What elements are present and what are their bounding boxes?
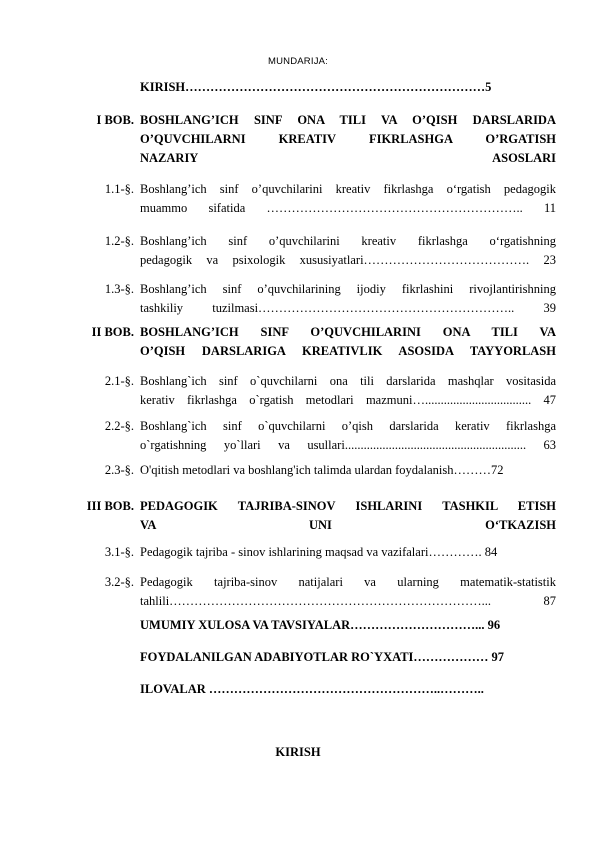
- section-title: [140, 461, 556, 480]
- section-number: 1.1-§.: [104, 182, 134, 196]
- section-number: 1.3-§.: [104, 282, 134, 296]
- chapter-number: III BOB.: [86, 499, 134, 513]
- section-number: 3.1-§.: [104, 545, 134, 559]
- section-title-line: Boshlang’ich sinf o’quvchilarini kreativ fikrlashga o‘rgatish pedagogik: [140, 182, 556, 196]
- toc-references-text: FOYDALANILGAN ADABIYOTLAR RO`YXATI……………… 97: [140, 650, 505, 664]
- section-title-line: Boshlang`ich sinf o`quvchilarni o’qish darslarida kerativ fikrlashga: [140, 419, 556, 433]
- section-title-line: muammo sifatida …………………………………………………….. 11: [140, 201, 556, 215]
- section-title: [140, 180, 556, 218]
- next-section-heading: KIRISH: [275, 745, 321, 759]
- section-title: [140, 280, 556, 318]
- section-title-line: Pedagogik tajriba - sinov ishlarining maqsad va vazifalari…………. 84: [140, 545, 498, 559]
- section-title: [140, 232, 556, 270]
- section-title-line: kerativ fikrlashga o`rgatish metodlari mazmuni….................................. 47: [140, 393, 556, 407]
- section-title: [140, 573, 556, 611]
- chapter-title-line: O’QUVCHILARNI KREATIV FIKRLASHGA O’RGATISH: [140, 132, 556, 146]
- section-title-line: O'qitish metodlari va boshlang'ich talimda ulardan foydalanish………72: [140, 463, 504, 477]
- section-number: 1.2-§.: [104, 234, 134, 248]
- section-number: 3.2-§.: [104, 575, 134, 589]
- section-title-line: Boshlang’ich sinf o’quvchilarining ijodiy fikrlashini rivojlantirishning: [140, 282, 556, 296]
- chapter-title-line: BOSHLANG’ICH SINF O’QUVCHILARINI ONA TILI VA: [140, 325, 556, 339]
- section-title-line: Pedagogik tajriba-sinov natijalari va ularning matematik-statistik: [140, 575, 556, 589]
- section-title: [140, 372, 556, 410]
- section-title: [140, 417, 556, 455]
- chapter-title-line: NAZARIY ASOSLARI: [140, 151, 556, 165]
- section-title-line: Boshlang’ich sinf o’quvchilarini kreativ fikrlashga o‘rgatishning: [140, 234, 556, 248]
- section-title-line: o`rgatishning yo`llari va usullari.......................................................... 63: [140, 438, 556, 452]
- chapter-number: II BOB.: [91, 325, 134, 339]
- chapter-title: [140, 111, 556, 168]
- chapter-title: [140, 323, 556, 361]
- toc-intro-text: KIRISH………………………………………………………………5: [140, 80, 492, 94]
- section-number: 2.1-§.: [104, 374, 134, 388]
- chapter-number: I BOB.: [96, 113, 134, 127]
- chapter-title-line: VA UNI O‘TKAZISH: [140, 518, 556, 532]
- toc-heading: MUNDARIJA:: [267, 56, 329, 67]
- section-title-line: tashkiliy tuzilmasi…………………………………………………….. 39: [140, 301, 556, 315]
- section-number: 2.2-§.: [104, 419, 134, 433]
- section-title-line: tahlili…………………………………………………………………... 87: [140, 594, 556, 608]
- section-title-line: pedagogik va psixologik xususiyatlari…………………………………. 23: [140, 253, 556, 267]
- section-title: [140, 543, 556, 562]
- toc-appendix-text: ILOVALAR ………………………………………………..………..: [140, 682, 484, 696]
- chapter-title-line: BOSHLANG’ICH SINF ONA TILI VA O’QISH DARSLARIDA: [140, 113, 556, 127]
- chapter-title-line: O’QISH DARSLARIGA KREATIVLIK ASOSIDA TAYYORLASH: [140, 344, 556, 358]
- section-number: 2.3-§.: [104, 463, 134, 477]
- section-title-line: Boshlang`ich sinf o`quvchilarni ona tili darslarida mashqlar vositasida: [140, 374, 556, 388]
- chapter-title-line: PEDAGOGIK TAJRIBA-SINOV ISHLARINI TASHKIL ETISH: [140, 499, 556, 513]
- toc-conclusion-text: UMUMIY XULOSA VA TAVSIYALAR…………………………... 96: [140, 618, 501, 632]
- chapter-title: [140, 497, 556, 535]
